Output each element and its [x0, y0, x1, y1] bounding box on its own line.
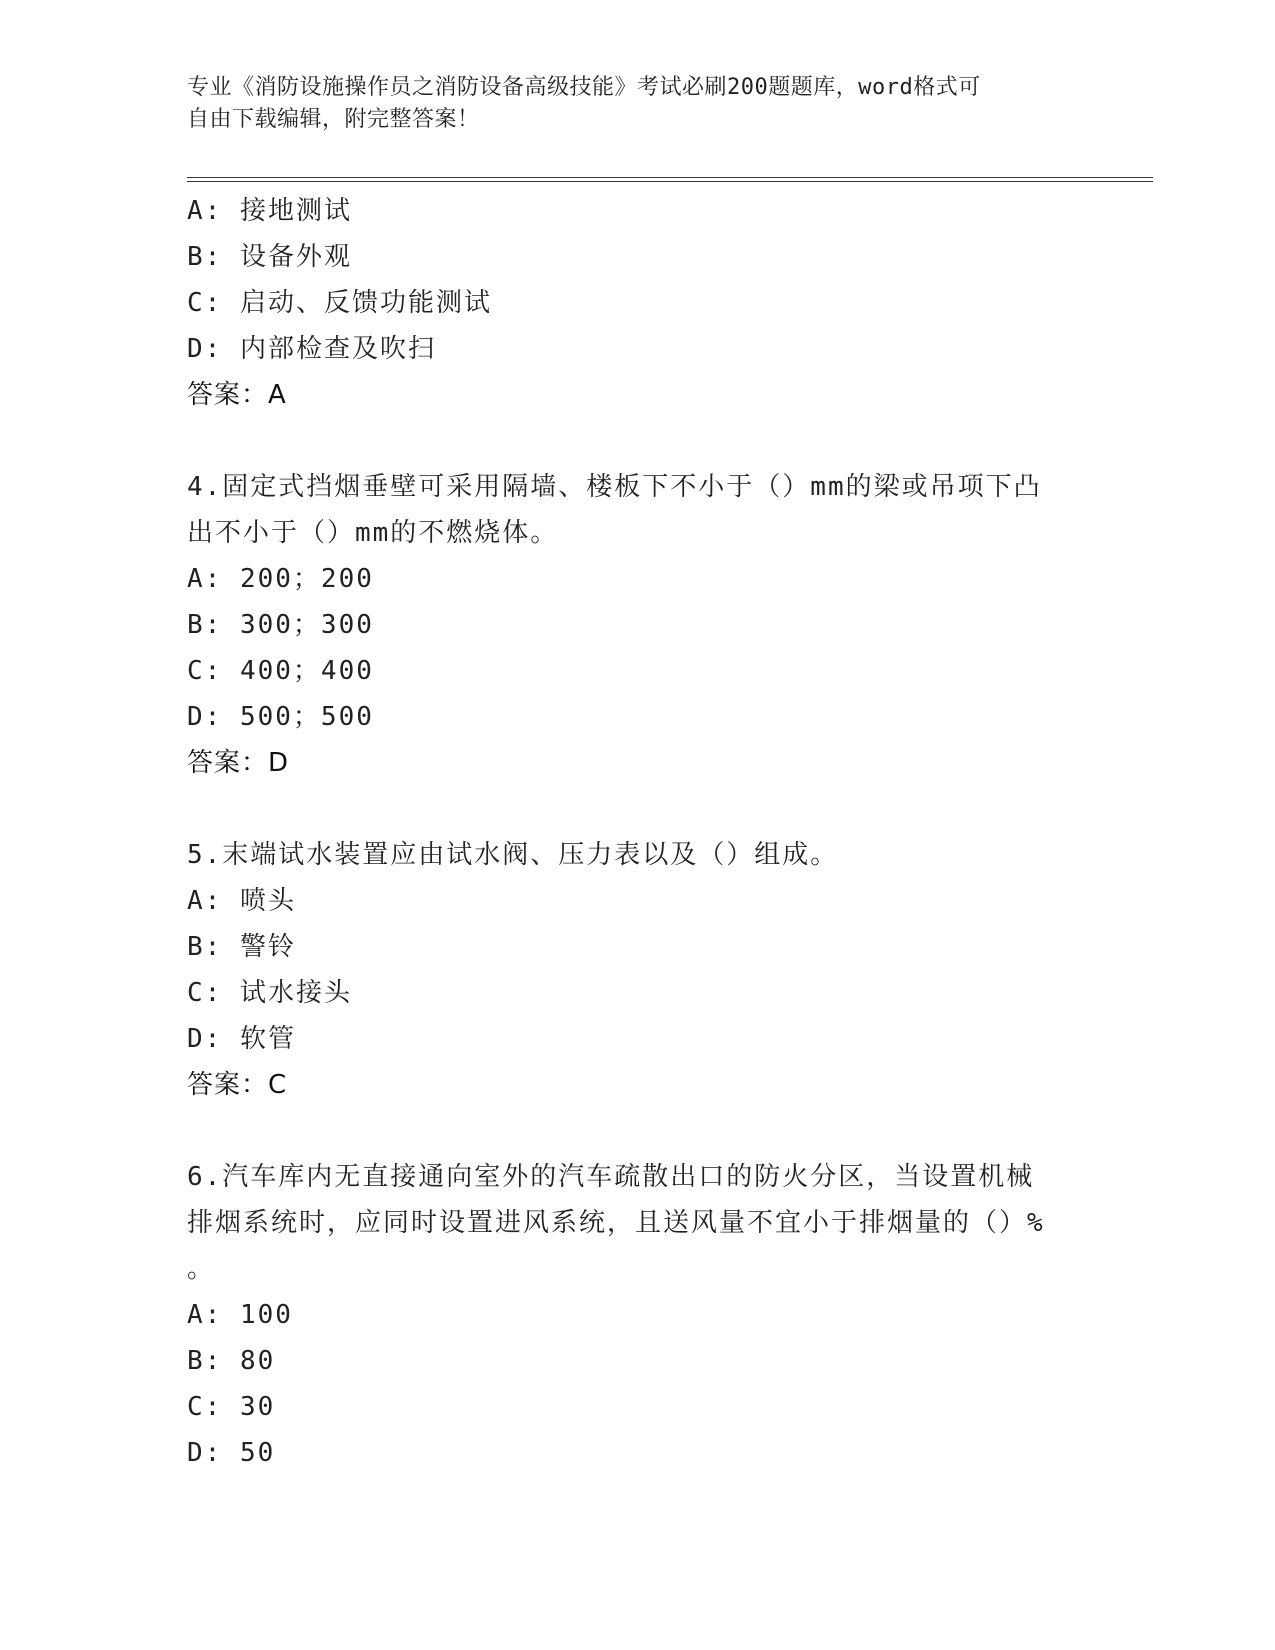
option-a: A: 200；200 [187, 564, 374, 594]
option-a: A: 100 [187, 1300, 293, 1330]
answer: 答案：D [187, 748, 290, 778]
option-b: B: 80 [187, 1346, 276, 1376]
header-line-1: 专业《消防设施操作员之消防设备高级技能》考试必刷200题题库，word格式可 [187, 75, 981, 100]
option-d: D: 500；500 [187, 702, 374, 732]
question-stem: 4.固定式挡烟垂壁可采用隔墙、楼板下不小于（）mm的梁或吊项下凸 出不小于（）mm的不燃烧体。 [187, 472, 1042, 548]
option-c: C: 30 [187, 1392, 276, 1422]
answer: 答案：C [187, 1070, 288, 1100]
option-a: A: 接地测试 [187, 196, 352, 226]
question-6 [187, 1154, 1087, 1476]
option-a: A: 喷头 [187, 886, 296, 916]
question-list [187, 188, 1087, 1476]
option-c: C: 400；400 [187, 656, 374, 686]
option-b: B: 警铃 [187, 932, 296, 962]
question-stem: 5.末端试水装置应由试水阀、压力表以及（）组成。 [187, 840, 839, 870]
question-3 [187, 188, 1087, 418]
spacer [187, 1108, 1087, 1154]
option-c: C: 启动、反馈功能测试 [187, 288, 492, 318]
header-divider [187, 177, 1153, 182]
question-4 [187, 464, 1087, 786]
header-line-2: 自由下载编辑，附完整答案！ [187, 107, 480, 132]
option-b: B: 300；300 [187, 610, 374, 640]
document-header [187, 72, 1067, 136]
answer: 答案：A [187, 380, 287, 410]
spacer [187, 418, 1087, 464]
question-5 [187, 832, 1087, 1108]
spacer [187, 786, 1087, 832]
option-d: D: 内部检查及吹扫 [187, 334, 436, 364]
option-c: C: 试水接头 [187, 978, 352, 1008]
option-d: D: 软管 [187, 1024, 296, 1054]
option-b: B: 设备外观 [187, 242, 352, 272]
option-d: D: 50 [187, 1438, 276, 1468]
question-stem: 6.汽车库内无直接通向室外的汽车疏散出口的防火分区，当设置机械 排烟系统时，应同时设置进风系统，且送风量不宜小于排烟量的（）% 。 [187, 1162, 1045, 1284]
